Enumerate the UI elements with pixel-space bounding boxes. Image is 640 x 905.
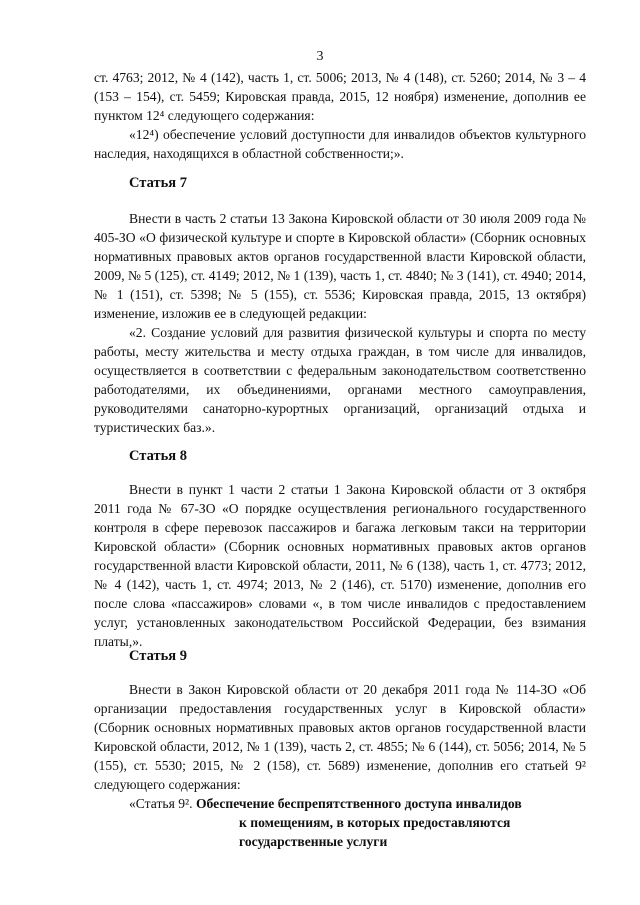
quote-title-line: государственные услуги [239,834,388,849]
intro-block [94,68,586,163]
paragraph: Внести в пункт 1 части 2 статьи 1 Закона Кировской области от 3 октября 2011 года № 67-ЗО «О порядке осуществления регионального государственного контроля в сфере перевозок пассажиров и багажа легковым такси на территории Кировской области» (Сборник основных нормативных правовых актов органов государственной власти Кировской области, 2011, № 6 (138), часть 1, ст. 4773; 2012, № 4 (142), часть 1, ст. 4974; 2013, № 2 (146), ст. 5170) изменение, дополнив его после слова «пассажиров» словами «, в том числе инвалидов с предоставлением услуг, установленных законодательством Российской Федерации, без взимания платы,». [94,482,586,649]
paragraph: Внести в Закон Кировской области от 20 декабря 2011 года № 114-ЗО «Об организации предоставления государственных услуг в Кировской области» (Сборник основных нормативных правовых актов органов государственной власти Кировской области, 2012, № 1 (139), часть 2, ст. 4855; № 6 (144), ст. 5056; 2014, № 5 (155), ст. 5530; 2015, № 2 (158), ст. 5689) изменение, дополнив его статьей 9² следующего содержания: [94,682,586,792]
article-heading: Статья 8 [129,448,187,464]
quote-title-line: Обеспечение беспрепятственного доступа инвалидов [195,796,522,811]
paragraph: Внести в часть 2 статьи 13 Закона Кировской области от 30 июля 2009 года № 405-ЗО «О физической культуре и спорте в Кировской области» (Сборник основных нормативных правовых актов органов государственной власти Кировской области, 2009, № 5 (125), ст. 4149; 2012, № 1 (139), часть 1, ст. 4840; № 3 (141), ст. 4940; 2014, № 1 (151), ст. 5398; № 5 (155), ст. 5536; Кировская правда, 2015, 13 октября) изменение, изложив ее в следующей редакции: [94,211,586,321]
quote-title-line: к помещениям, в которых предоставляются [239,815,511,830]
article-9 [94,647,586,666]
article-8-body [94,480,586,651]
article-heading: Статья 7 [129,175,187,191]
paragraph: ст. 4763; 2012, № 4 (142), часть 1, ст. 5006; 2013, № 4 (148), ст. 5260; 2014, № 3 – 4 (153 – 154), ст. 5459; Кировская правда, 2015, 12 ноября) изменение, дополнив ее пунктом 12⁴ следующего содержания: [94,70,586,123]
article-7 [94,174,586,193]
paragraph: «2. Создание условий для развития физической культуры и спорта по месту работы, месту жительства и месту отдыха граждан, в том числе для инвалидов, осуществляется в соответствии с федеральным законодательством соответственно работодателями, их объединениями, органами местного самоуправления, руководителями санаторно-курортных организаций, организаций отдыха и туристических баз.». [94,325,586,435]
quoted-article-title [94,794,586,851]
paragraph: «12⁴) обеспечение условий доступности для инвалидов объектов культурного наследия, находящихся в областной собственности;». [94,127,586,161]
page-number: 3 [316,49,324,64]
article-9-body [94,680,586,851]
article-7-body [94,209,586,437]
quote-prefix: «Статья 9². [129,796,193,811]
article-heading: Статья 9 [129,648,187,664]
article-8 [94,447,586,466]
